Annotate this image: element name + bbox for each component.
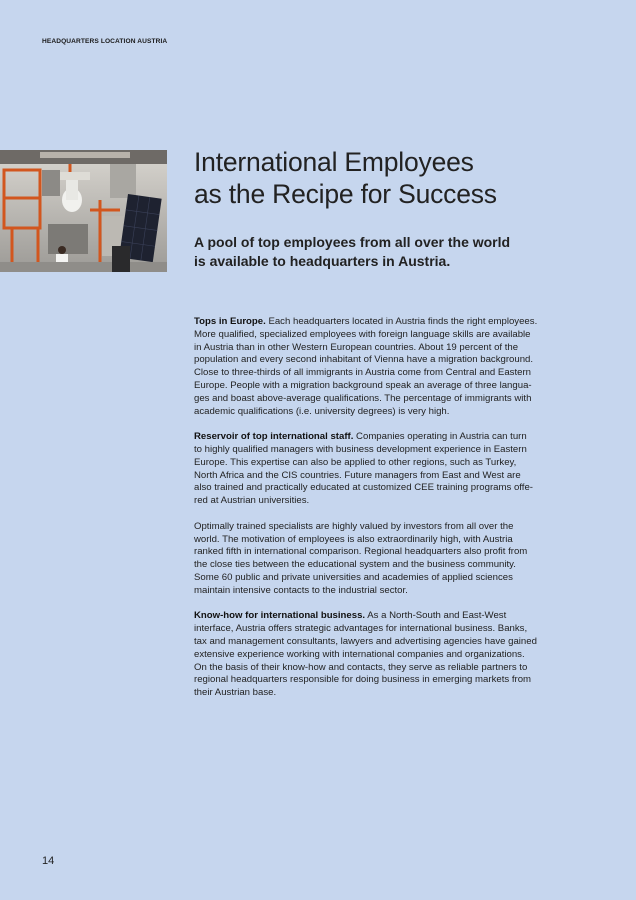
paragraph-know-how [194,610,560,700]
line-text: red at Austrian universities. [194,495,310,507]
subtitle-line: A pool of top employees from all over the world [194,234,511,250]
paragraph-first-line [194,316,560,329]
line-text: world. The motivation of employees is also extraordinarily high, with Austria [194,533,513,545]
line-text: also trained and practically educated at customized CEE training programs offe- [194,482,533,494]
line-text: tax and management consultants, lawyers and advertising agencies have gained [194,635,537,647]
line-text: Each headquarters located in Austria finds the right employees. [265,316,538,327]
line-text: extensive experience working with international companies and organizations. [194,648,525,660]
line-text: Companies operating in Austria can turn [353,431,527,443]
line-text: As a North-South and East-West [365,610,507,622]
line-text: On the basis of their know-how and contacts, they serve as reliable partners to [194,661,528,673]
paragraph-reservoir [194,431,560,508]
paragraph-first-line [194,610,560,623]
paragraph-lead: Know-how for international business. [194,610,366,622]
subtitle-line: is available to headquarters in Austria. [194,253,451,269]
line-text: maintain intensive contacts to the industrial sector. [194,584,408,596]
line-text: the close ties between the educational system and the business community. [194,559,516,571]
line-text: in Austria than in other Western European countries. About 19 percent of the [194,341,519,353]
title-line: International Employees [194,147,474,177]
line-text: population and every second inhabitant of Vienna have a migration background. [194,354,534,366]
line-text: More qualified, specialized employees with foreign language skills are available [194,328,531,340]
line-text: Europe. People with a migration background speak an average of three langua- [194,379,532,391]
line-text: academic qualifications (i.e. university degrees) is very high. [194,405,450,417]
line-text: North Africa and the CIS countries. Future managers from East and West are [194,469,521,481]
line-text: interface, Austria offers strategic advantages for international business. Banks, [194,623,528,635]
paragraph-tops-in-europe [194,316,560,418]
line-text: Some 60 public and private universities and academies of applied sciences [194,571,513,583]
running-head: HEADQUARTERS LOCATION AUSTRIA [42,38,168,45]
subtitle [194,233,554,271]
paragraph-lead: Tops in Europe. [194,316,266,327]
paragraph-lead: Reservoir of top international staff. [194,431,354,443]
line-text: to highly qualified managers with business development experience in Eastern [194,443,527,455]
page-number: 14 [42,855,55,867]
line-text: Optimally trained specialists are highly valued by investors from all over the [194,520,514,532]
line-text: ges and boast above-average qualifications. The percentage of immigrants with [194,392,532,404]
factory-photo [0,150,167,272]
line-text: Europe. This expertise can also be applied to other regions, such as Turkey, [194,456,517,468]
paragraph-first-line [194,431,560,444]
line-text: regional headquarters responsible for doing business in emerging markets from [194,674,532,686]
paragraph-specialists [194,521,560,598]
line-text: Close to three-thirds of all immigrants in Austria come from Central and Eastern [194,367,531,379]
body-text [194,316,560,713]
line-text: their Austrian base. [194,687,277,699]
page-title [194,146,594,210]
line-text: ranked fifth in international comparison. Regional headquarters also profit from [194,546,528,558]
title-line: as the Recipe for Success [194,179,497,209]
